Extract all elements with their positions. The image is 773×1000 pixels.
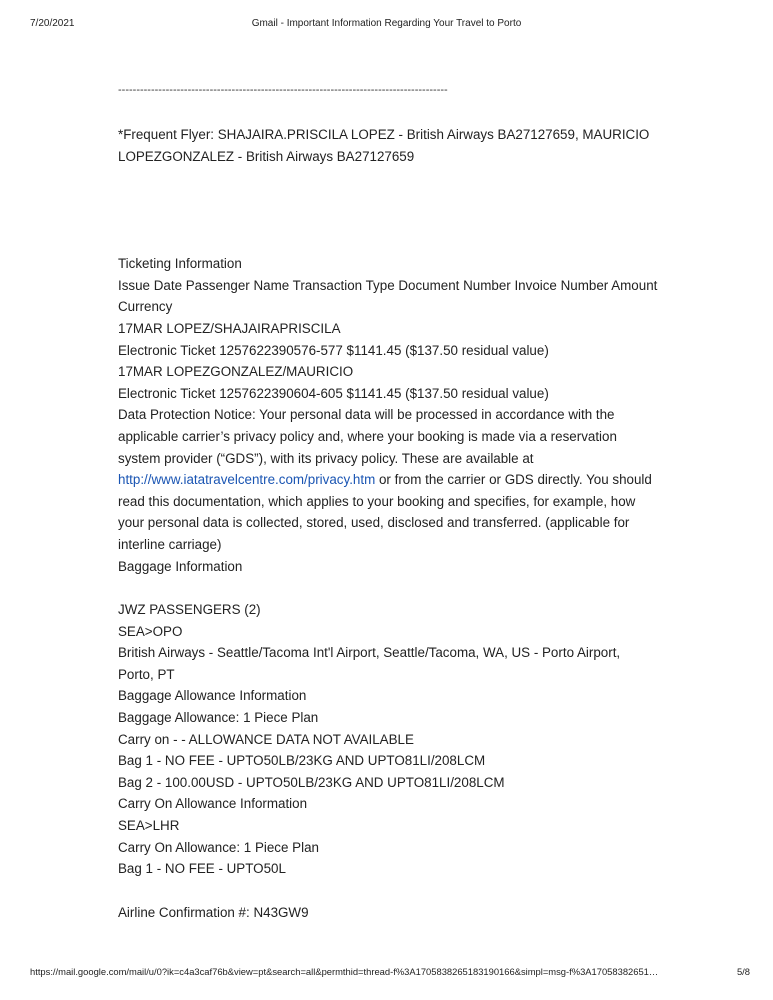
bag-1: Bag 1 - NO FEE - UPTO50LB/23KG AND UPTO81LI/208LCM	[118, 753, 486, 769]
passenger-1-name: 17MAR LOPEZ/SHAJAIRAPRISCILA	[118, 320, 341, 336]
baggage-carrier-line-2: Porto, PT	[118, 666, 175, 682]
print-url: https://mail.google.com/mail/u/0?ik=c4a3caf76b&view=pt&search=all&permthid=thread-f%3A1705838265183190166&simpl=msg-f%3A17058382651…	[30, 966, 659, 977]
data-protection-line-5: read this documentation, which applies to your booking and specifies, for example, how	[118, 493, 636, 509]
data-protection-line-4	[118, 469, 663, 491]
baggage-route: SEA>OPO	[118, 623, 183, 639]
ticketing-heading: Ticketing Information	[118, 256, 242, 272]
ticketing-section	[118, 253, 663, 404]
divider-line: ------------------------------------------------------------------------------------------	[118, 84, 448, 96]
baggage-allowance-plan: Baggage Allowance: 1 Piece Plan	[118, 710, 319, 726]
print-header	[0, 14, 773, 30]
ticketing-columns-line-2: Currency	[118, 299, 173, 315]
data-protection-line-2: applicable carrier’s privacy policy and, where your booking is made via a reservation	[118, 428, 617, 444]
carry-on-heading: Carry On Allowance Information	[118, 796, 308, 812]
ticketing-columns-line-1: Issue Date Passenger Name Transaction Type Document Number Invoice Number Amount	[118, 277, 658, 293]
print-date: 7/20/2021	[30, 18, 75, 29]
data-protection-notice	[118, 404, 663, 555]
carry-on-bag-1: Bag 1 - NO FEE - UPTO50L	[118, 861, 286, 877]
page-number: 5/8	[736, 966, 750, 977]
data-protection-line-3: system provider (“GDS”), with its privacy policy. These are available at	[118, 450, 534, 466]
carry-on-route: SEA>LHR	[118, 818, 180, 834]
privacy-policy-link[interactable]: http://www.iatatravelcentre.com/privacy.htm	[118, 472, 376, 488]
data-protection-line-7: interline carriage)	[118, 536, 222, 552]
baggage-passengers: JWZ PASSENGERS (2)	[118, 602, 261, 618]
data-protection-line-6: your personal data is collected, stored, used, disclosed and transferred. (applicable for	[118, 515, 630, 531]
baggage-carrier-line-1: British Airways - Seattle/Tacoma Int'l Airport, Seattle/Tacoma, WA, US - Porto Airport,	[118, 645, 621, 661]
frequent-flyer-line-1: *Frequent Flyer: SHAJAIRA.PRISCILA LOPEZ - British Airways BA27127659, MAURICIO	[118, 127, 650, 142]
passenger-2-name: 17MAR LOPEZGONZALEZ/MAURICIO	[118, 364, 354, 380]
data-protection-line-1: Data Protection Notice: Your personal data will be processed in accordance with the	[118, 407, 615, 423]
carry-on-plan: Carry On Allowance: 1 Piece Plan	[118, 839, 319, 855]
passenger-2-ticket: Electronic Ticket 1257622390604-605 $1141.45 ($137.50 residual value)	[118, 385, 549, 401]
email-body	[118, 80, 663, 923]
baggage-section	[118, 556, 663, 880]
data-protection-line-4-rest: or from the carrier or GDS directly. You should	[375, 472, 652, 488]
baggage-heading: Baggage Information	[118, 558, 243, 574]
carry-on-data: Carry on - - ALLOWANCE DATA NOT AVAILABLE	[118, 731, 414, 747]
print-title: Gmail - Important Information Regarding Your Travel to Porto	[251, 18, 522, 29]
bag-2: Bag 2 - 100.00USD - UPTO50LB/23KG AND UPTO81LI/208LCM	[118, 774, 505, 790]
baggage-allowance-heading: Baggage Allowance Information	[118, 688, 307, 704]
frequent-flyer-line-2: LOPEZGONZALEZ - British Airways BA27127659	[118, 148, 415, 164]
airline-confirmation: Airline Confirmation #: N43GW9	[118, 904, 309, 920]
passenger-1-ticket: Electronic Ticket 1257622390576-577 $1141.45 ($137.50 residual value)	[118, 342, 549, 358]
